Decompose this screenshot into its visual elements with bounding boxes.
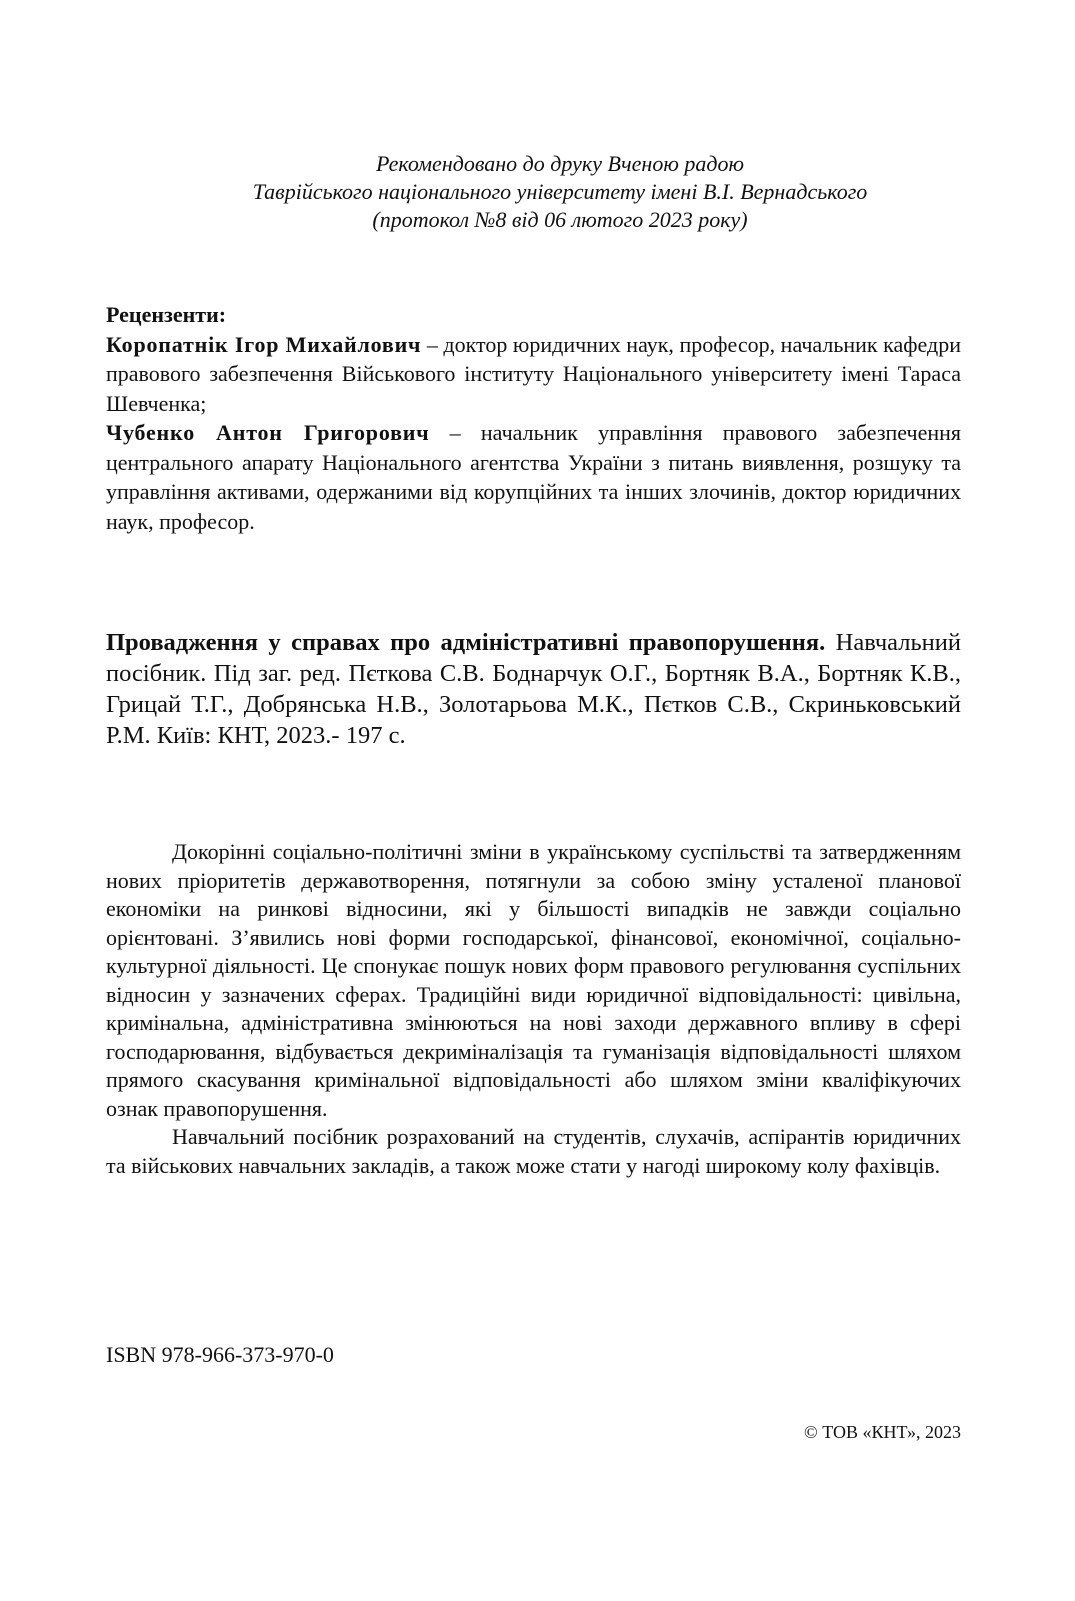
reviewer-entry [106,418,961,536]
reviewers-block [106,300,961,536]
abstract-paragraph: Навчальний посібник розрахований на студентів, слухачів, аспірантів юридичних та військових навчальних закладів, а також може стати у нагоді широкому колу фахівців. [106,1124,961,1178]
copyright-notice: © ТОВ «КНТ», 2023 [804,1422,961,1442]
isbn: ISBN 978-966-373-970-0 [106,1342,334,1367]
reviewer-name: Коропатнік Ігор Михайлович [106,331,422,357]
reviewer-description: – начальник управління правового забезпечення центрального апарату Національного агентства України з питань виявлення, розшуку та управління активами, одержаними від корупційних та інших злочинів, доктор юридичних наук, професор. [106,420,961,534]
bibliographic-details: Навчальний посібник. Під заг. ред. Пєткова С.В. Боднарчук О.Г., Бортняк В.А., Бортняк К.В., Грицай Т.Г., Добрянська Н.В., Золотарьова М.К., Пєтков С.В., Скриньковський Р.М. Київ: КНТ, 2023.- 197 с. [106,629,961,749]
recommendation-line: Рекомендовано до друку Вченою радою [375,151,744,176]
reviewer-name: Чубенко Антон Григорович [106,420,430,445]
recommendation-block [140,150,980,234]
book-title: Провадження у справах про адміністративні правопорушення. [106,629,826,656]
abstract-block [106,838,961,1180]
recommendation-line: Таврійського національного університету імені В.І. Вернадського [252,179,868,204]
recommendation-protocol: (протокол №8 від 06 лютого 2023 року) [372,207,748,232]
reviewer-description: – доктор юридичних наук, професор, начальник кафедри правового забезпечення Військового інституту Національного університету імені Тараса Шевченка; [106,331,961,416]
bibliographic-description [106,627,961,751]
abstract-paragraph: Докорінні соціально-політичні зміни в українському суспільстві та затвердженням нових пріоритетів державотворення, потягнули за собою зміну усталеної планової економіки на ринкові відносини, які у більшості випадків не завжди соціально орієнтовані. З’явились нові форми господарської, фінансової, економічної, соціально-культурної діяльності. Це спонукає пошук нових форм правового регулювання суспільних відносин у зазначених сферах. Традиційні види юридичної відповідальності: цивільна, кримінальна, адміністративна змінюються на нові заходи державного впливу в сфері господарювання, відбувається декриміналізація та гуманізація відповідальності шляхом прямого скасування кримінальної відповідальності або шляхом зміни кваліфікуючих ознак правопорушення. [106,839,961,1121]
reviewer-entry [106,330,961,419]
reviewers-heading: Рецензенти: [106,302,227,327]
